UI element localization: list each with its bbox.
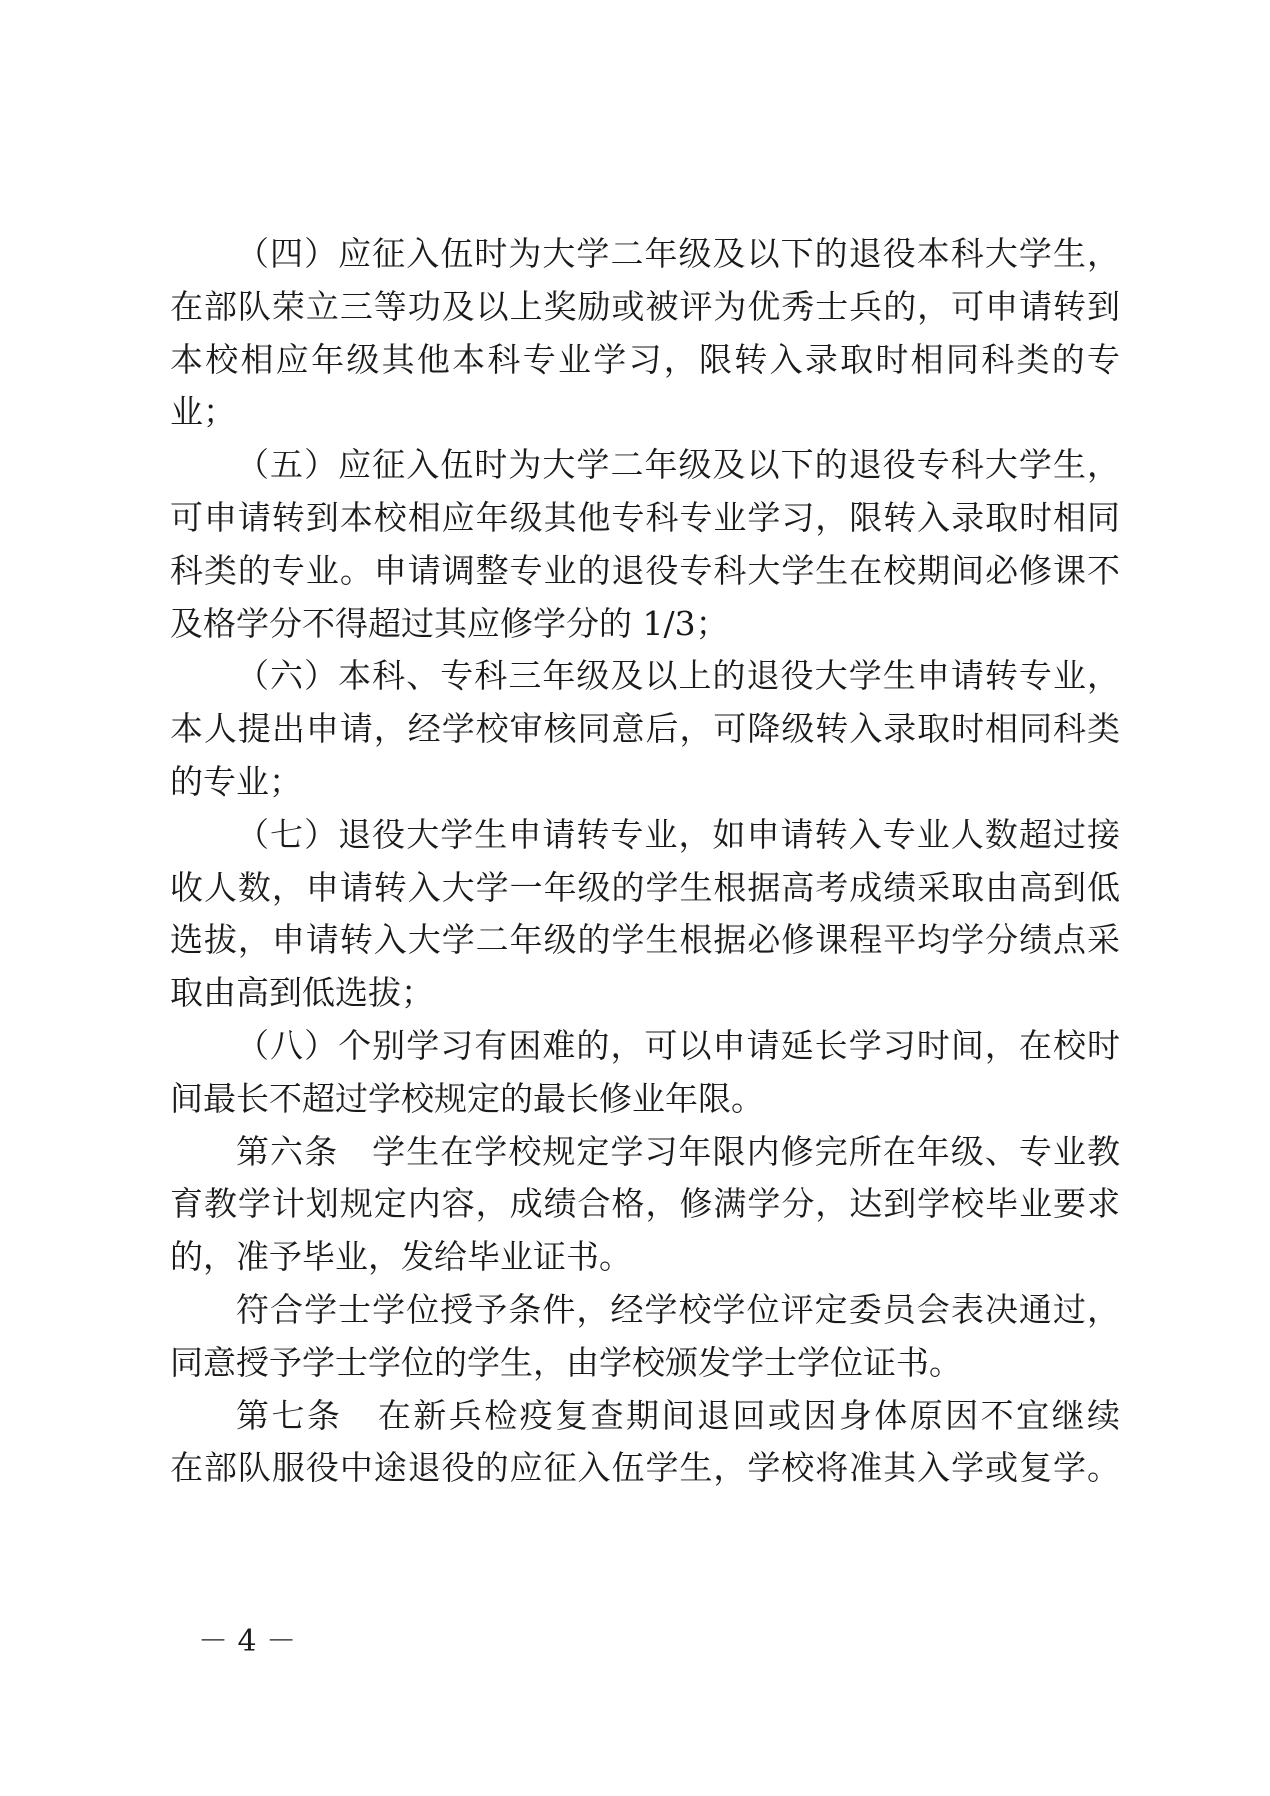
text-line: 本人提出申请，经学校审核同意后，可降级转入录取时相同科类 xyxy=(170,709,1120,749)
text-line: 在部队服役中途退役的应征入伍学生，学校将准其入学或复学。 xyxy=(170,1448,1120,1488)
text-line: 第六条 学生在学校规定学习年限内修完所在年级、专业教 xyxy=(236,1131,1120,1171)
document-body xyxy=(170,228,1120,1495)
text-line: （五）应征入伍时为大学二年级及以下的退役专科大学生， xyxy=(236,445,1120,485)
text-line: （四）应征入伍时为大学二年级及以下的退役本科大学生， xyxy=(236,234,1120,273)
text-line: 取由高到低选拔； xyxy=(170,973,434,1013)
text-line: 本校相应年级其他本科专业学习，限转入录取时相同科类的专 xyxy=(170,339,1120,379)
page-number: － 4 － xyxy=(198,1624,297,1659)
text-line: 可申请转到本校相应年级其他专科专业学习，限转入录取时相同 xyxy=(170,497,1120,537)
text-line: 第七条 在新兵检疫复查期间退回或因身体原因不宜继续 xyxy=(236,1395,1120,1435)
text-line: 科类的专业。申请调整专业的退役专科大学生在校期间必修课不 xyxy=(170,550,1120,590)
text-line: 育教学计划规定内容，成绩合格，修满学分，达到学校毕业要求 xyxy=(170,1184,1120,1224)
text-line: 收人数，申请转入大学一年级的学生根据高考成绩采取由高到低 xyxy=(170,867,1120,907)
text-line: （六）本科、专科三年级及以上的退役大学生申请转专业， xyxy=(236,656,1120,696)
text-line: 及格学分不得超过其应修学分的 1/3； xyxy=(170,603,729,643)
text-line: 选拔，申请转入大学二年级的学生根据必修课程平均学分绩点采 xyxy=(170,920,1120,960)
text-line: 的，准予毕业，发给毕业证书。 xyxy=(170,1237,632,1277)
text-line: 的专业； xyxy=(170,761,302,801)
text-line: 符合学士学位授予条件，经学校学位评定委员会表决通过， xyxy=(236,1289,1120,1329)
text-line: 在部队荣立三等功及以上奖励或被评为优秀士兵的，可申请转到 xyxy=(170,286,1120,326)
text-line: （七）退役大学生申请转专业，如申请转入专业人数超过接 xyxy=(236,814,1120,854)
text-line: 同意授予学士学位的学生，由学校颁发学士学位证书。 xyxy=(170,1342,962,1382)
text-line: （八）个别学习有困难的，可以申请延长学习时间，在校时 xyxy=(236,1025,1120,1065)
text-line: 间最长不超过学校规定的最长修业年限。 xyxy=(170,1078,764,1118)
text-line: 业； xyxy=(170,392,236,432)
